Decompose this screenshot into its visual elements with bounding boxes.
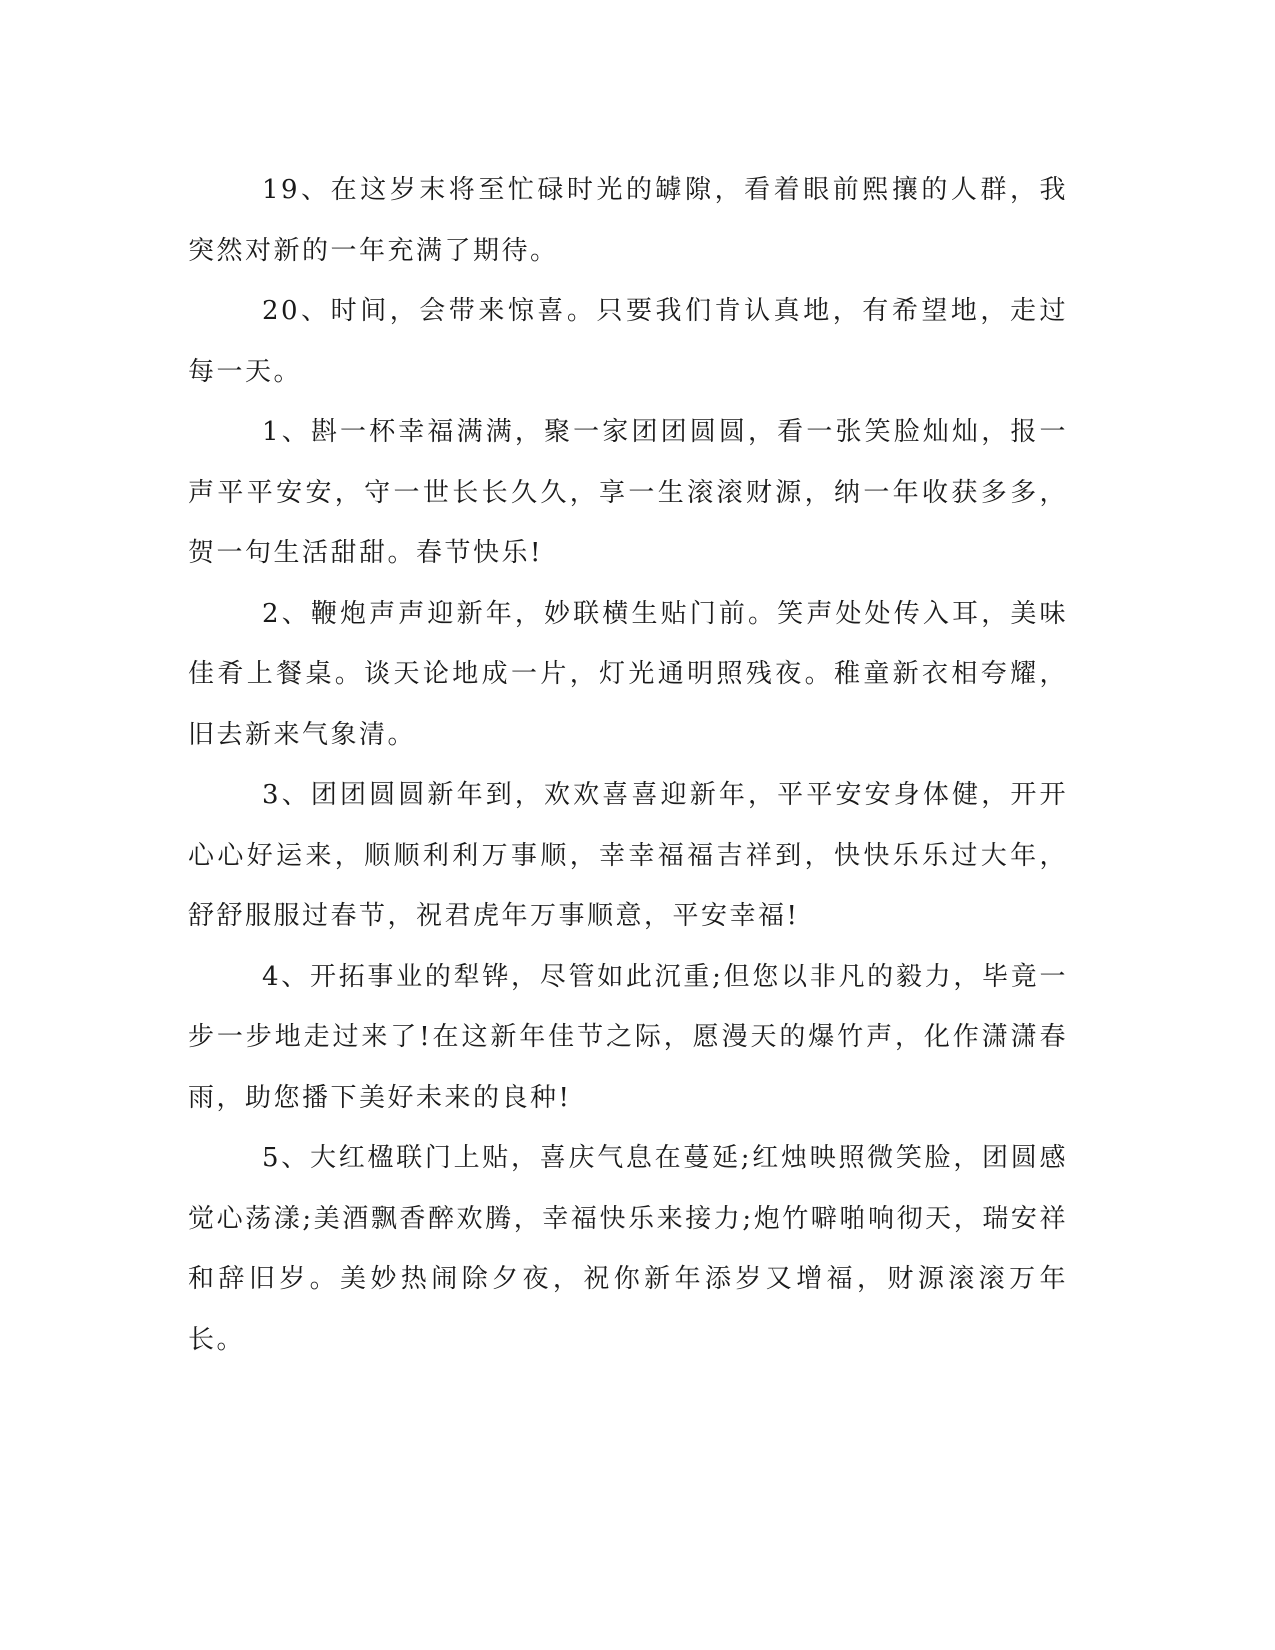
paragraph-4: 4、开拓事业的犁铧，尽管如此沉重;但您以非凡的毅力，毕竟一步一步地走过来了!在这新年佳节之际，愿漫天的爆竹声，化作潇潇春雨，助您播下美好未来的良种! xyxy=(188,961,1068,1113)
paragraph-1: 1、斟一杯幸福满满，聚一家团团圆圆，看一张笑脸灿灿，报一声平平安安，守一世长长久久，享一生滚滚财源，纳一年收获多多，贺一句生活甜甜。春节快乐! xyxy=(188,417,1068,568)
paragraph-19: 19、在这岁末将至忙碌时光的罅隙，看着眼前熙攘的人群，我突然对新的一年充满了期待。 xyxy=(188,175,1068,266)
paragraph-20: 20、时间，会带来惊喜。只要我们肯认真地，有希望地，走过每一天。 xyxy=(188,296,1068,387)
paragraph-5: 5、大红楹联门上贴，喜庆气息在蔓延;红烛映照微笑脸，团圆感觉心荡漾;美酒飘香醉欢腾，幸福快乐来接力;炮竹噼啪响彻天，瑞安祥和辞旧岁。美妙热闹除夕夜，祝你新年添岁又增福，财源滚滚万年长。 xyxy=(188,1143,1068,1355)
paragraph-2: 2、鞭炮声声迎新年，妙联横生贴门前。笑声处处传入耳，美味佳肴上餐桌。谈天论地成一片，灯光通明照残夜。稚童新衣相夸耀，旧去新来气象清。 xyxy=(188,598,1068,750)
document-body xyxy=(188,160,1068,1370)
paragraph-3: 3、团团圆圆新年到，欢欢喜喜迎新年，平平安安身体健，开开心心好运来，顺顺利利万事顺，幸幸福福吉祥到，快快乐乐过大年，舒舒服服过春节，祝君虎年万事顺意，平安幸福! xyxy=(188,780,1068,931)
